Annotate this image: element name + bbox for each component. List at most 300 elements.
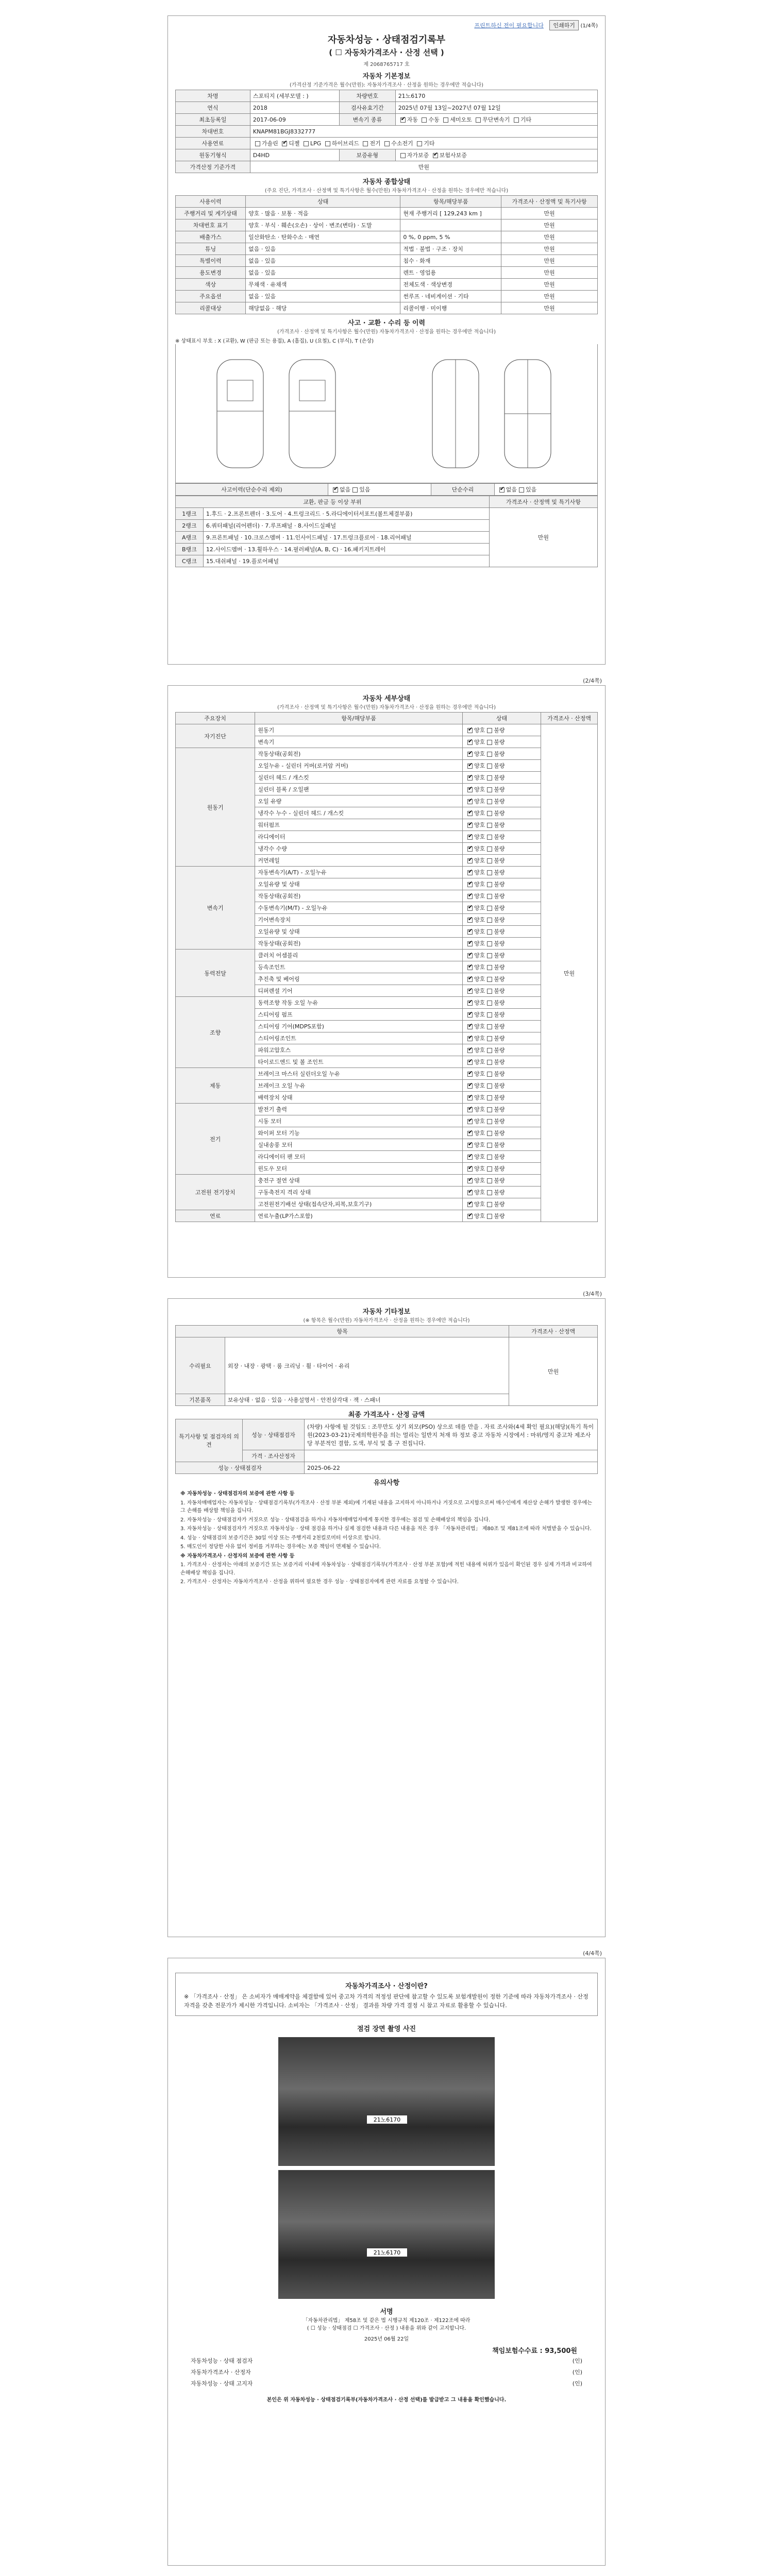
detail-item: 추진축 및 베어링: [255, 973, 463, 985]
parts-rank: 1랭크: [176, 508, 204, 520]
state-good-checkbox[interactable]: [467, 764, 473, 769]
state-good-checkbox[interactable]: [467, 1012, 473, 1018]
state-good-checkbox[interactable]: [467, 906, 473, 911]
state-good-checkbox[interactable]: [467, 1001, 473, 1006]
detail-state: ✔ 양호 불량: [463, 831, 541, 843]
state-good-checkbox[interactable]: [467, 858, 473, 863]
state-bad-checkbox[interactable]: [487, 882, 492, 887]
state-bad-checkbox[interactable]: [487, 1119, 492, 1124]
top-bar: [175, 20, 598, 30]
note2-item: 2. 가격조사 · 산정자는 자동차가격조사 · 산정을 위하여 필요한 경우 성능 · 상태점검자에게 관련 자료를 요청할 수 있습니다.: [180, 1579, 459, 1585]
detail-row: [176, 867, 598, 878]
detail-row: [176, 1210, 598, 1222]
detail-item: 디퍼렌셜 기어: [255, 985, 463, 997]
state-good-checkbox[interactable]: [467, 1048, 473, 1053]
parts-row: [176, 508, 598, 520]
engine-type: D4HD: [250, 149, 339, 161]
label-transmission: 변속기 종류: [339, 114, 395, 126]
simple-repair-label: 단순수리: [431, 484, 494, 496]
trans-manual-checkbox[interactable]: [422, 117, 427, 123]
detail-state: ✔ 양호 불량: [463, 985, 541, 997]
accident-yes-checkbox[interactable]: [352, 487, 358, 493]
state-bad-checkbox[interactable]: [487, 1060, 492, 1065]
detail-item: 타이로드엔드 및 볼 조인트: [255, 1056, 463, 1068]
other-col-item: 항목: [176, 1326, 509, 1337]
detail-state: ✔ 양호 불량: [463, 878, 541, 890]
state-good-checkbox[interactable]: [467, 823, 473, 828]
detail-state: ✔ 양호 불량: [463, 795, 541, 807]
state-bad-checkbox[interactable]: [487, 1131, 492, 1136]
state-good-checkbox[interactable]: [467, 1131, 473, 1136]
state-good-checkbox[interactable]: [467, 953, 473, 958]
state-good-checkbox[interactable]: [467, 882, 473, 887]
state-good-checkbox[interactable]: [467, 965, 473, 970]
first-registration: 2017-06-09: [250, 114, 339, 126]
status-row-label: 리콜대상: [176, 302, 246, 314]
repair-needed-label: 수리필요: [176, 1337, 225, 1394]
detail-state: ✔ 양호 불량: [463, 736, 541, 748]
state-bad-checkbox[interactable]: [487, 1107, 492, 1112]
status-row-item: 현재 주행거리 [ 129,243 km ]: [400, 208, 501, 219]
state-bad-checkbox[interactable]: [487, 870, 492, 875]
detail-state: ✔ 양호 불량: [463, 1092, 541, 1104]
detail-item: 커먼레일: [255, 855, 463, 867]
detail-item: 수동변속기(M/T) - 오일누유: [255, 902, 463, 914]
detail-col-state: 상태: [463, 713, 541, 724]
fuel-hybrid-checkbox[interactable]: [325, 141, 330, 146]
label-inspection: 검사유효기간: [339, 102, 395, 114]
label-vin: 차대번호: [176, 126, 250, 138]
status-row: [176, 302, 598, 314]
detail-item: 오일유량 및 상태: [255, 878, 463, 890]
state-good-checkbox[interactable]: [467, 740, 473, 745]
vehicle-frame-diagram: [412, 349, 577, 478]
warranty-insurer-checkbox[interactable]: [433, 153, 438, 158]
print-guide-link[interactable]: 프린트하신 전이 필요합니다: [474, 22, 544, 29]
note-item: 4. 성능 · 상태점검의 보증기간은 30일 이상 또는 주행거리 2천킬로미터 이상으로 합니다.: [180, 1535, 381, 1541]
simple-yes-checkbox[interactable]: [519, 487, 524, 493]
state-good-checkbox[interactable]: [467, 1190, 473, 1195]
detail-item: 충전구 절연 상태: [255, 1175, 463, 1187]
sign-row-label: 자동차성능 · 상태 점검자: [191, 2357, 253, 2364]
note-item: 3. 자동차성능 · 상태점검자가 거짓으로 자동차성능 · 상태 점검을 하거나 실제 점검한 내용과 다른 내용을 적은 경우 「자동차관리법」 제80조 및 제81조에 따라 처벌받을 수 있습니다.: [180, 1526, 592, 1532]
other-note: (※ 항목은 월수(만원) 자동차가격조사 · 산정을 원하는 경우에만 적습니다): [303, 1318, 470, 1324]
page-number-4: (4/4쪽): [583, 1950, 602, 1957]
trans-semi-checkbox[interactable]: [443, 117, 448, 123]
state-good-checkbox[interactable]: [467, 728, 473, 733]
state-good-checkbox[interactable]: [467, 1214, 473, 1219]
detail-item: 실린더 블록 / 오일팬: [255, 784, 463, 795]
status-row-price: 만원: [501, 279, 598, 291]
status-row-state: 없음 · 있음: [246, 255, 400, 267]
status-row: [176, 255, 598, 267]
detail-item: 배력장치 상태: [255, 1092, 463, 1104]
insurance-fee: 책임보험수수료 : 93,500원: [492, 2347, 577, 2355]
accident-heading: 사고 · 교환 · 수리 등 이력: [347, 319, 426, 327]
detail-group-name: 조향: [176, 997, 255, 1068]
state-good-checkbox[interactable]: [467, 1072, 473, 1077]
state-good-checkbox[interactable]: [467, 1107, 473, 1112]
state-good-checkbox[interactable]: [467, 929, 473, 935]
state-bad-checkbox[interactable]: [487, 799, 492, 804]
sign-row-label: 자동차성능 · 상태 고지자: [191, 2380, 253, 2387]
state-bad-checkbox[interactable]: [487, 811, 492, 816]
detail-group-name: 동력전달: [176, 950, 255, 997]
detail-price-unit: 만원: [541, 724, 598, 1222]
detail-state: ✔ 양호 불량: [463, 1032, 541, 1044]
detail-state: ✔ 양호 불량: [463, 973, 541, 985]
state-good-checkbox[interactable]: [467, 775, 473, 781]
state-bad-checkbox[interactable]: [487, 965, 492, 970]
special-label: 특기사항 및 점검자의 의견: [176, 1419, 243, 1462]
status-row-price: 만원: [501, 208, 598, 219]
car-name: 스포티지: [253, 93, 275, 99]
checker-date-label: 성능 · 상태점검자: [176, 1462, 305, 1474]
state-good-checkbox[interactable]: [467, 752, 473, 757]
state-bad-checkbox[interactable]: [487, 1155, 492, 1160]
parts-items: 12.사이드멤버 · 13.휠하우스 · 14.필러패널(A, B, C) · 16.패키지트레이: [203, 544, 489, 555]
status-row-label: 주행거리 및 계기상태: [176, 208, 246, 219]
status-row: [176, 231, 598, 243]
detail-item: 원동기: [255, 724, 463, 736]
fuel-gasoline-checkbox[interactable]: [255, 141, 260, 146]
detail-state: ✔ 양호 불량: [463, 772, 541, 784]
detail-group-name: 자기진단: [176, 724, 255, 748]
basic-items: 보유상태 · 없음 · 있음 · 사용설명서 · 안전삼각대 · 잭 · 스패너: [225, 1394, 509, 1406]
price-info-text: ※ 「가격조사 · 산정」 은 소비자가 매매계약을 체결함에 있어 중고차 가격의 적정성 판단에 참고할 수 있도록 보험개발원이 정한 기준에 따라 자동차가격조사 · 산정 자격을 갖춘 전문가가 제시한 가격입니다. 소비자는 「가격조사 · 산정」 결과를 차량 가격 결정 시 참고 자료로 활용할 수 있습니다.: [184, 1993, 589, 2009]
photo-heading: 점검 장면 촬영 사진: [357, 2025, 416, 2033]
parts-rank: A랭크: [176, 532, 204, 544]
label-warranty: 보증유형: [339, 149, 395, 161]
state-bad-checkbox[interactable]: [487, 787, 492, 792]
vehicle-left-top-diagram: [196, 349, 361, 478]
state-good-checkbox[interactable]: [467, 977, 473, 982]
detail-item: 파워고압호스: [255, 1044, 463, 1056]
status-row-state: 무채색 · 유채색: [246, 279, 400, 291]
state-bad-checkbox[interactable]: [487, 1024, 492, 1029]
detail-item: 클러치 어셈블리: [255, 950, 463, 961]
state-good-checkbox[interactable]: [467, 835, 473, 840]
status-row-label: 배출가스: [176, 231, 246, 243]
detail-item: 윈도우 모터: [255, 1163, 463, 1175]
notes-heading: 유의사항: [373, 1479, 400, 1487]
detail-state: ✔ 양호 불량: [463, 1009, 541, 1021]
status-note: (주요 진단, 가격조사 · 산정액 및 특기사항은 월수(만원) 자동차가격조사 · 산정을 원하는 경우에만 적습니다): [264, 188, 509, 194]
detail-state: ✔ 양호 불량: [463, 1139, 541, 1151]
parts-rank: 2랭크: [176, 520, 204, 532]
state-bad-checkbox[interactable]: [487, 918, 492, 923]
detail-state: ✔ 양호 불량: [463, 843, 541, 855]
accident-history-label: 사고이력(단순수리 제외): [176, 484, 328, 496]
detail-item: 라디에이터: [255, 831, 463, 843]
detail-row: [176, 748, 598, 760]
simple-none-checkbox[interactable]: [499, 487, 505, 493]
inspection-photo-rear: [278, 2170, 495, 2299]
state-good-checkbox[interactable]: [467, 811, 473, 816]
price-info-heading: 자동차가격조사 · 산정이란?: [345, 1982, 428, 1990]
state-good-checkbox[interactable]: [467, 1119, 473, 1124]
bottom-confirmation: 본인은 위 자동차성능 · 상태점검기록부(자동차가격조사 · 산정 선택)를 발급받고 그 내용을 확인했습니다.: [266, 2397, 507, 2403]
fuel-hydrogen-checkbox[interactable]: [384, 141, 390, 146]
status-row: [176, 279, 598, 291]
fuel-electric-checkbox[interactable]: [363, 141, 368, 146]
page-number-2: (2/4쪽): [583, 677, 602, 684]
notes2-intro: ※ 자동차가격조사 · 산정자의 보증에 관한 사항 등: [180, 1553, 295, 1559]
label-first-reg: 최초등록일: [176, 114, 250, 126]
state-bad-checkbox[interactable]: [487, 764, 492, 769]
detail-state: ✔ 양호 불량: [463, 926, 541, 938]
status-table: [175, 195, 598, 314]
state-good-checkbox[interactable]: [467, 1155, 473, 1160]
accident-none-checkbox[interactable]: [333, 487, 338, 493]
status-col-history: 사용이력: [176, 196, 246, 208]
status-row-price: 만원: [501, 291, 598, 302]
state-good-checkbox[interactable]: [467, 918, 473, 923]
status-row: [176, 219, 598, 231]
status-col-state: 상태: [246, 196, 400, 208]
price-info-box: [175, 1973, 598, 2016]
parts-items: 1.후드 · 2.프론트펜더 · 3.도어 · 4.트렁크리드 · 5.라디에이터서포트(볼트체결부품): [203, 508, 489, 520]
detail-state: ✔ 양호 불량: [463, 1021, 541, 1032]
state-bad-checkbox[interactable]: [487, 941, 492, 946]
status-row-state: 없음 · 있음: [246, 291, 400, 302]
detail-item: 자동변속기(A/T) - 오일누유: [255, 867, 463, 878]
state-bad-checkbox[interactable]: [487, 846, 492, 852]
note-item: 5. 매도인이 정당한 사유 없이 정비를 거부하는 경우에는 보증 책임이 면제될 수 있습니다.: [180, 1544, 381, 1550]
detail-item: 브레이크 오일 누유: [255, 1080, 463, 1092]
detail-state: ✔ 양호 불량: [463, 914, 541, 926]
parts-price-unit: 만원: [489, 508, 597, 567]
state-bad-checkbox[interactable]: [487, 1202, 492, 1207]
status-row-item: 리콜이행 · 미이행: [400, 302, 501, 314]
inspection-photo-front: [278, 2037, 495, 2166]
detail-col-item: 항목/해당부품: [255, 713, 463, 724]
state-bad-checkbox[interactable]: [487, 1083, 492, 1089]
detail-item: 라디에이터 팬 모터: [255, 1151, 463, 1163]
detail-group-name: 전기: [176, 1104, 255, 1175]
status-row-state: 일산화탄소 · 탄화수소 · 매연: [246, 231, 400, 243]
detail-state: ✔ 양호 불량: [463, 1175, 541, 1187]
detail-item: 스티어링조인트: [255, 1032, 463, 1044]
detail-heading: 자동차 세부상태: [362, 695, 411, 703]
detail-item: 스티어링 기어(MDPS포함): [255, 1021, 463, 1032]
label-year: 연식: [176, 102, 250, 114]
repair-needed-items: 외장 · 내장 · 광택 · 룸 크리닝 · 휠 · 타이어 · 유리: [225, 1337, 509, 1394]
state-bad-checkbox[interactable]: [487, 823, 492, 828]
detail-row: [176, 997, 598, 1009]
detail-item: 오일유량 및 상태: [255, 926, 463, 938]
state-good-checkbox[interactable]: [467, 894, 473, 899]
state-bad-checkbox[interactable]: [487, 858, 492, 863]
status-row-state: 해당없음 · 해당: [246, 302, 400, 314]
note2-item: 1. 가격조사 · 산정자는 아래의 보증기간 또는 보증거리 이내에 자동차성능 · 상태점검기록부(가격조사 · 산정 부분 포함)에 적힌 내용에 허위가 있음이 확인된 경우 실제 가격과 비교하여 손해배상 책임을 집니다.: [180, 1562, 592, 1576]
state-bad-checkbox[interactable]: [487, 1001, 492, 1006]
sign-heading: 서명: [380, 2308, 393, 2316]
state-bad-checkbox[interactable]: [487, 1012, 492, 1018]
status-row-item: 썬루프 · 네비게이션 · 기타: [400, 291, 501, 302]
status-row-item: 적법 · 불법 · 구조 · 장치: [400, 243, 501, 255]
status-row-price: 만원: [501, 243, 598, 255]
state-bad-checkbox[interactable]: [487, 728, 492, 733]
vin: KNAPM81BGJ8332777: [250, 126, 597, 138]
detail-item: 작동상태(공회전): [255, 748, 463, 760]
detail-item: 냉각수 수량: [255, 843, 463, 855]
status-row-label: 차대번호 표기: [176, 219, 246, 231]
detail-state: ✔ 양호 불량: [463, 867, 541, 878]
sign-row-label: 자동차가격조사 · 산정자: [191, 2368, 251, 2376]
other-heading: 자동차 기타정보: [362, 1308, 411, 1316]
detail-item: 변속기: [255, 736, 463, 748]
state-good-checkbox[interactable]: [467, 799, 473, 804]
status-row-state: 양호 · 부식 · 훼손(오손) · 상이 · 변조(변타) · 도말: [246, 219, 400, 231]
detail-item: 브레이크 마스터 실린더오일 누유: [255, 1068, 463, 1080]
detail-item: 구동축전지 격리 상태: [255, 1187, 463, 1198]
warranty-self-checkbox[interactable]: [400, 153, 406, 158]
other-col-price: 가격조사 · 산정액: [509, 1326, 598, 1337]
state-bad-checkbox[interactable]: [487, 953, 492, 958]
state-bad-checkbox[interactable]: [487, 1166, 492, 1172]
detail-state: ✔ 양호 불량: [463, 950, 541, 961]
detail-group-name: 고전원 전기장치: [176, 1175, 255, 1210]
status-row-label: 특별이력: [176, 255, 246, 267]
page-4: [167, 1950, 606, 2566]
notes-block: [175, 1487, 598, 1589]
state-good-checkbox[interactable]: [467, 1143, 473, 1148]
state-good-checkbox[interactable]: [467, 1095, 473, 1100]
status-row-price: 만원: [501, 267, 598, 279]
fuel-other-checkbox[interactable]: [417, 141, 422, 146]
checker-date: 2025-06-22: [305, 1462, 598, 1474]
sign-row-seal: (인): [572, 2357, 582, 2364]
state-bad-checkbox[interactable]: [487, 1072, 492, 1077]
label-car-name: 차명: [176, 90, 250, 102]
detail-state: ✔ 양호 불량: [463, 1198, 541, 1210]
state-good-checkbox[interactable]: [467, 1024, 473, 1029]
state-good-checkbox[interactable]: [467, 941, 473, 946]
detail-state: ✔ 양호 불량: [463, 1056, 541, 1068]
page-1: [167, 15, 606, 665]
print-button[interactable]: 인쇄하기: [549, 20, 579, 30]
parts-rank: C랭크: [176, 555, 204, 567]
state-good-checkbox[interactable]: [467, 1036, 473, 1041]
status-row: [176, 291, 598, 302]
page-number-3: (3/4쪽): [583, 1291, 602, 1297]
detail-row: [176, 1104, 598, 1115]
sign-text: 「자동차관리법」 제58조 및 같은 법 시행규칙 제120조 · 제122조에 따라 ( ☐ 성능 · 상태점검 ☐ 가격조사 · 산정 ) 내용을 위와 같이 고지합니다.: [303, 2317, 470, 2331]
page-3: [167, 1291, 606, 1937]
state-bad-checkbox[interactable]: [487, 1036, 492, 1041]
status-row-state: 없음 · 있음: [246, 267, 400, 279]
status-col-price: 가격조사 · 산정액 및 특기사항: [501, 196, 598, 208]
other-table: [175, 1325, 598, 1406]
detail-item: 고전원전기배선 상태(접속단자,피복,보호기구): [255, 1198, 463, 1210]
detail-group-name: 제동: [176, 1068, 255, 1104]
state-bad-checkbox[interactable]: [487, 989, 492, 994]
state-good-checkbox[interactable]: [467, 1060, 473, 1065]
state-bad-checkbox[interactable]: [487, 740, 492, 745]
state-good-checkbox[interactable]: [467, 1202, 473, 1207]
state-bad-checkbox[interactable]: [487, 1143, 492, 1148]
status-row-label: 색상: [176, 279, 246, 291]
detail-group-name: 원동기: [176, 748, 255, 867]
status-row: [176, 267, 598, 279]
state-bad-checkbox[interactable]: [487, 1178, 492, 1183]
fuel-lpg-checkbox[interactable]: [304, 141, 309, 146]
fuel-diesel-checkbox[interactable]: [282, 141, 287, 146]
inspection-valid: 2025년 07월 13일~2027년 07월 12일: [395, 102, 597, 114]
detail-state: ✔ 양호 불량: [463, 961, 541, 973]
label-fuel: 사용연료: [176, 138, 250, 149]
trans-cvt-checkbox[interactable]: [476, 117, 481, 123]
trans-auto-checkbox[interactable]: [400, 117, 406, 123]
status-row-label: 튜닝: [176, 243, 246, 255]
detail-item: 시동 모터: [255, 1115, 463, 1127]
state-bad-checkbox[interactable]: [487, 906, 492, 911]
state-good-checkbox[interactable]: [467, 787, 473, 792]
state-good-checkbox[interactable]: [467, 1083, 473, 1089]
status-row-state: 없음 · 있음: [246, 243, 400, 255]
state-bad-checkbox[interactable]: [487, 1190, 492, 1195]
special-text: (차량) 사항에 될 것임도 : 조무만도 상기 외모(PSO) 상으로 데를 만을 . 자료 조사와(4세 확인 필요)(해당)(특기 특이원(2023-03-21)국제의학원주을 의는 멀리는 일반지 처재 하 정보 중고 자동차 시장에서 : 마위/영지 중고차 제조사 당 부분적인 결함, 도색, 부식 및 흡 구 전집니다.: [305, 1419, 598, 1450]
state-good-checkbox[interactable]: [467, 1166, 473, 1172]
state-bad-checkbox[interactable]: [487, 752, 492, 757]
status-row-price: 만원: [501, 255, 598, 267]
accident-summary-table: 사고이력(단순수리 제외) ✔ 없음 있음 단순수리 ✔ 없음 있음: [175, 483, 598, 496]
other-price-unit: 만원: [509, 1337, 598, 1406]
status-row-item: 0 %, 0 ppm, 5 %: [400, 231, 501, 243]
state-bad-checkbox[interactable]: [487, 977, 492, 982]
state-good-checkbox[interactable]: [467, 870, 473, 875]
state-bad-checkbox[interactable]: [487, 929, 492, 935]
state-bad-checkbox[interactable]: [487, 775, 492, 781]
state-bad-checkbox[interactable]: [487, 894, 492, 899]
detail-group-name: 변속기: [176, 867, 255, 950]
detail-state: ✔ 양호 불량: [463, 724, 541, 736]
label-engine: 원동기형식: [176, 149, 250, 161]
detail-item: 작동상태(공회전): [255, 938, 463, 950]
state-bad-checkbox[interactable]: [487, 1095, 492, 1100]
detail-state: ✔ 양호 불량: [463, 807, 541, 819]
state-bad-checkbox[interactable]: [487, 835, 492, 840]
state-bad-checkbox[interactable]: [487, 1048, 492, 1053]
detail-row: [176, 724, 598, 736]
sign-rows: [175, 2355, 598, 2389]
state-good-checkbox[interactable]: [467, 846, 473, 852]
detail-state: ✔ 양호 불량: [463, 748, 541, 760]
note-item: 2. 자동차성능 · 상태점검자가 거짓으로 성능 · 상태점검을 하거나 자동차매매업자에게 통지한 경우에는 점검 및 손해배상의 책임을 집니다.: [180, 1517, 491, 1523]
detail-item: 실내송풍 모터: [255, 1139, 463, 1151]
detail-row: [176, 1068, 598, 1080]
state-good-checkbox[interactable]: [467, 989, 473, 994]
trans-other-checkbox[interactable]: [514, 117, 519, 123]
detail-row: [176, 950, 598, 961]
detail-state: ✔ 양호 불량: [463, 1187, 541, 1198]
detail-state: ✔ 양호 불량: [463, 819, 541, 831]
parts-table: [175, 496, 598, 567]
detail-item: 작동상태(공회전): [255, 890, 463, 902]
state-bad-checkbox[interactable]: [487, 1214, 492, 1219]
state-good-checkbox[interactable]: [467, 1178, 473, 1183]
detail-item: 냉각수 누수 - 실린더 헤드 / 개스킷: [255, 807, 463, 819]
status-row-item: 전체도색 · 색상변경: [400, 279, 501, 291]
sign-row-seal: (인): [572, 2380, 582, 2387]
detail-group-name: 연료: [176, 1210, 255, 1222]
detail-state: ✔ 양호 불량: [463, 890, 541, 902]
basic-info-table: 차명 스포티지 (세부모델 : ) 차량번호 21노6170 연식 2018 검사유효기간 2025년 07월 13일~2027년 07월 12일 최초등록일 2017-06-09 변속기 종류 ✔ 자동 수동 세미오토 무단변속기 기타 차대번호 KNAPM81BGJ8332777 사용연료 가솔린 ✔ 디젤 LPG 하이브리드 전기 수소전기 기타 원동기형식 D4HD 보증유형 자가보증 ✔ 보험사보증 가격산정 기준가격 만원: [175, 90, 598, 173]
detail-row: [176, 1175, 598, 1187]
detail-item: 스티어링 펌프: [255, 1009, 463, 1021]
status-col-item: 항목/해당부품: [400, 196, 501, 208]
